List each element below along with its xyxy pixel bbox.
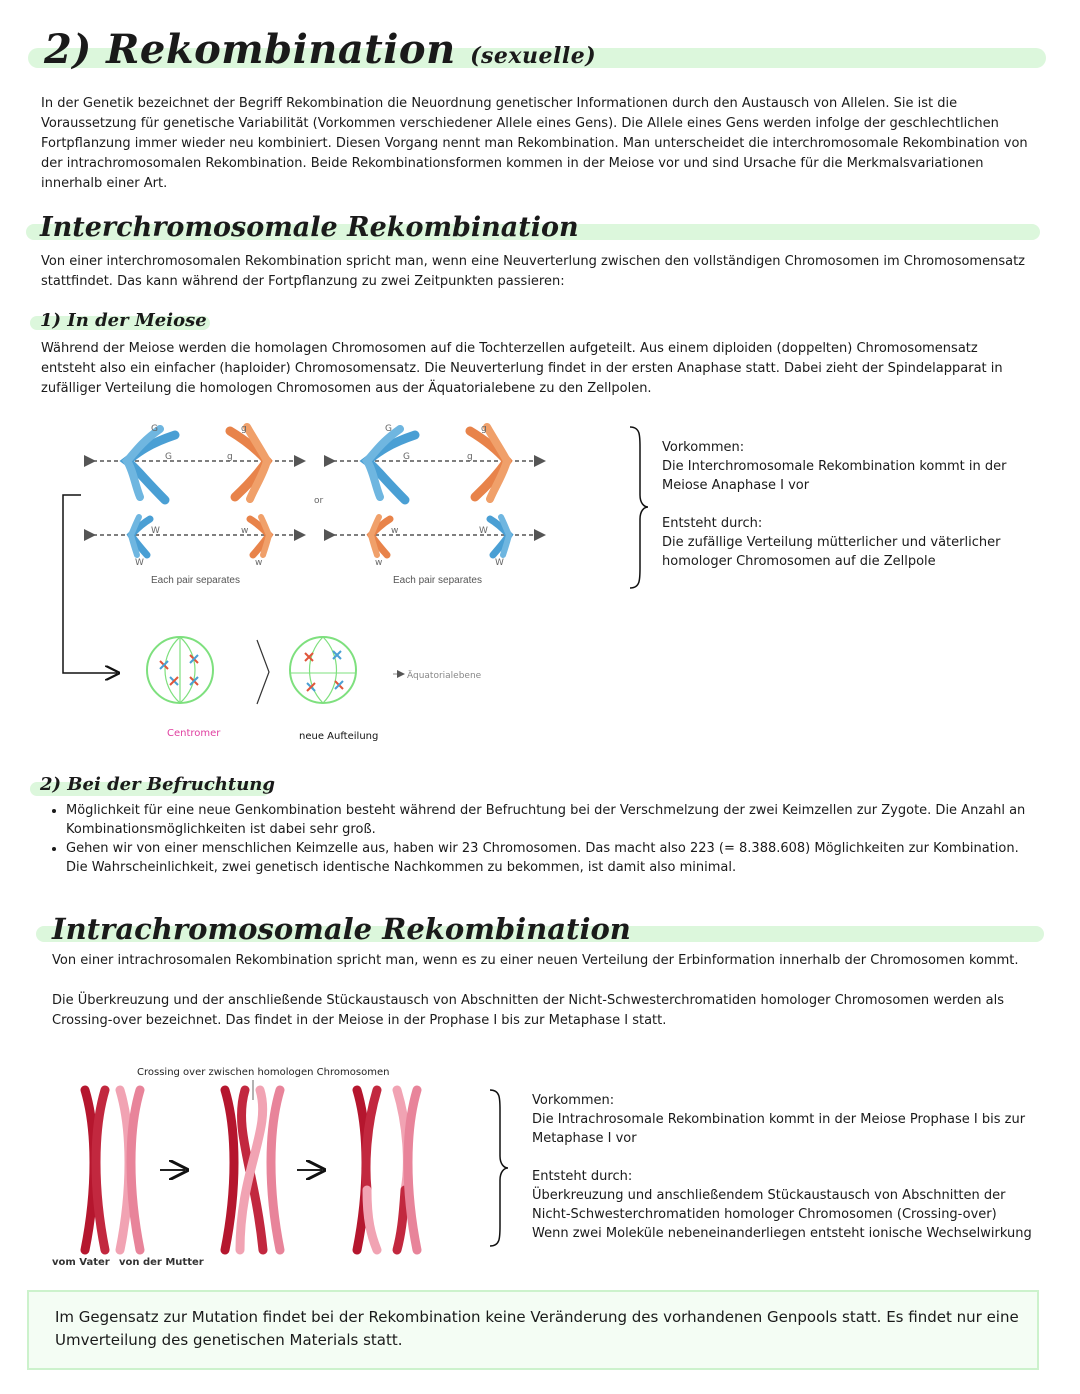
vorkommen-label: Vorkommen: <box>532 1093 615 1108</box>
caption-each-pair-left: Each pair separates <box>151 575 240 586</box>
intra-heading: Intrachromosomale Rekombination <box>52 912 631 946</box>
allele-label: W <box>135 558 144 568</box>
inter-heading: Interchromosomale Rekombination <box>40 212 579 243</box>
brace-icon <box>486 1088 510 1248</box>
caption-each-pair-right: Each pair separates <box>393 575 482 586</box>
crossing-over-caption: Crossing over zwischen homologen Chromosomen <box>137 1067 390 1078</box>
befruchtung-heading: 2) Bei der Befruchtung <box>40 774 275 795</box>
allele-label: w <box>255 558 263 568</box>
allele-label: W <box>151 526 160 536</box>
crossing-over-figure <box>45 1060 465 1275</box>
meiosis-figure <box>55 415 625 750</box>
centromer-label: Centromer <box>167 728 221 739</box>
allele-label: g <box>481 424 487 434</box>
allele-label: G <box>403 452 410 462</box>
befruchtung-list <box>42 801 1032 877</box>
entsteht-label: Entsteht durch: <box>662 516 763 531</box>
allele-label: w <box>375 558 383 568</box>
allele-label: G <box>385 424 392 434</box>
entsteht-text: Die zufällige Verteilung mütterlicher und väterlicher homologer Chromosomen auf die Zellpole <box>662 535 1001 569</box>
inter-side-notes <box>662 438 1022 571</box>
chromosome-pair-stage-2 <box>225 1090 280 1250</box>
brace-icon <box>626 425 650 590</box>
vom-vater-label: vom Vater <box>52 1257 110 1268</box>
left-bottom-pair <box>93 517 303 568</box>
allele-label: W <box>479 526 488 536</box>
meiose-heading: 1) In der Meiose <box>40 310 207 331</box>
neue-aufteilung-label: neue Aufteilung <box>299 731 379 742</box>
or-label: or <box>314 496 324 506</box>
connector-arrow <box>63 495 117 673</box>
transition-bracket <box>257 640 269 704</box>
allele-label: G <box>165 452 172 462</box>
allele-label: W <box>495 558 504 568</box>
list-item: • Möglichkeit für eine neue Genkombination besteht während der Befruchtung bei der Verschmelzung der zwei Keimzellen zur Zygote. Die Anzahl an Kombinationsmöglichkeiten ist dabei sehr groß. <box>66 801 1032 839</box>
left-top-pair <box>93 424 303 500</box>
meiose-paragraph: Während der Meiose werden die homolagen Chromosomen auf die Tochterzellen aufgeteilt. Aus einem diploiden (doppelten) Chromosomensatz entsteht also ein einfacher (haploider) Chromosomensatz. Die Neuverterlung findet in der ersten Anaphase statt. Dabei zieht der Spindelapparat in zufälliger Verteilung die homologen Chromosomen aus der Äquatorialebene zu den Zellpolen. <box>41 341 1003 396</box>
chromosome-orange <box>230 431 267 497</box>
summary-text: Im Gegensatz zur Mutation findet bei der Rekombination keine Veränderung des vorhandenen Genpools statt. Es findet nur eine Umverteilung des genetischen Materials statt. <box>55 1308 1019 1349</box>
entsteht-label: Entsteht durch: <box>532 1169 633 1184</box>
vorkommen-label: Vorkommen: <box>662 440 745 455</box>
intra-paragraph-1: Von einer intrachrosomalen Rekombination spricht man, wenn es zu einer neuen Verteilung der Erbinformation innerhalb der Chromosomen kommt. <box>52 953 1019 968</box>
chromosome-orange <box>470 431 507 497</box>
aequatorialebene-label: Äquatorialebene <box>407 671 482 681</box>
vorkommen-text: Die Intrachrosomale Rekombination kommt in der Meiose Prophase I bis zur Metaphase I vor <box>532 1112 1026 1146</box>
allele-label: w <box>241 526 249 536</box>
allele-label: g <box>241 424 247 434</box>
right-bottom-pair <box>333 517 543 568</box>
cell-after <box>290 637 356 703</box>
inter-intro: Von einer interchromosomalen Rekombination spricht man, wenn eine Neuverterlung zwischen den vollständigen Chromosomen im Chromosomensatz stattfindet. Das kann während der Fortpflanzung zu zwei Zeitpunkten passieren: <box>41 254 1025 289</box>
allele-label: g <box>467 452 473 462</box>
von-der-mutter-label: von der Mutter <box>119 1257 204 1268</box>
chromosome-pair-stage-3 <box>357 1090 417 1250</box>
vorkommen-text: Die Interchromosomale Rekombination kommt in der Meiose Anaphase I vor <box>662 459 1007 493</box>
extra-text: Wenn zwei Moleküle nebeneinanderliegen entsteht ionische Wechselwirkung <box>532 1226 1032 1241</box>
list-item: • Gehen wir von einer menschlichen Keimzelle aus, haben wir 23 Chromosomen. Das macht also 223 (= 8.388.608) Möglichkeiten zur Kombination. Die Wahrscheinlichkeit, zwei genetisch identische Nachkommen zu bekommen, ist damit also minimal. <box>66 839 1032 877</box>
summary-box <box>27 1290 1039 1370</box>
right-top-pair <box>333 424 543 500</box>
intra-paragraph-2: Die Überkreuzung und der anschließende Stückaustausch von Abschnitten der Nicht-Schwesterchromatiden homologer Chromosomen werden als Crossing-over bezeichnet. Das findet in der Meiose in der Prophase I bis zur Metaphase I statt. <box>52 993 1005 1028</box>
entsteht-text: Überkreuzung und anschließendem Stückaustausch von Abschnitten der Nicht-Schwesterchromatiden homologer Chromosomen (Crossing-over) <box>532 1188 1006 1222</box>
allele-label: g <box>227 452 233 462</box>
cell-before <box>147 637 213 703</box>
intro-paragraph: In der Genetik bezeichnet der Begriff Rekombination die Neuordnung genetischer Informationen durch den Austausch von Allelen. Sie ist die Voraussetzung für genetische Variabilität (Vorkommen verschiedener Allele eines Gens). Die Allele eines Gens werden infolge der geschlechtlichen Fortpflanzung immer wieder neu kombiniert. Diesen Vorgang nennt man Rekombination. Man unterscheidet die interchromosomale Rekombination von der intrachromosomalen Rekombination. Beide Rekombinationsformen kommen in der Meiose vor und sind Ursache für die Merkmalsvariationen innerhalb einer Art. <box>41 96 1028 191</box>
page-title: 2) Rekombination (sexuelle) <box>44 26 597 73</box>
allele-label: w <box>391 526 399 536</box>
chromosome-pair-stage-1 <box>85 1090 140 1250</box>
intra-side-notes <box>532 1091 1037 1243</box>
allele-label: G <box>151 424 158 434</box>
